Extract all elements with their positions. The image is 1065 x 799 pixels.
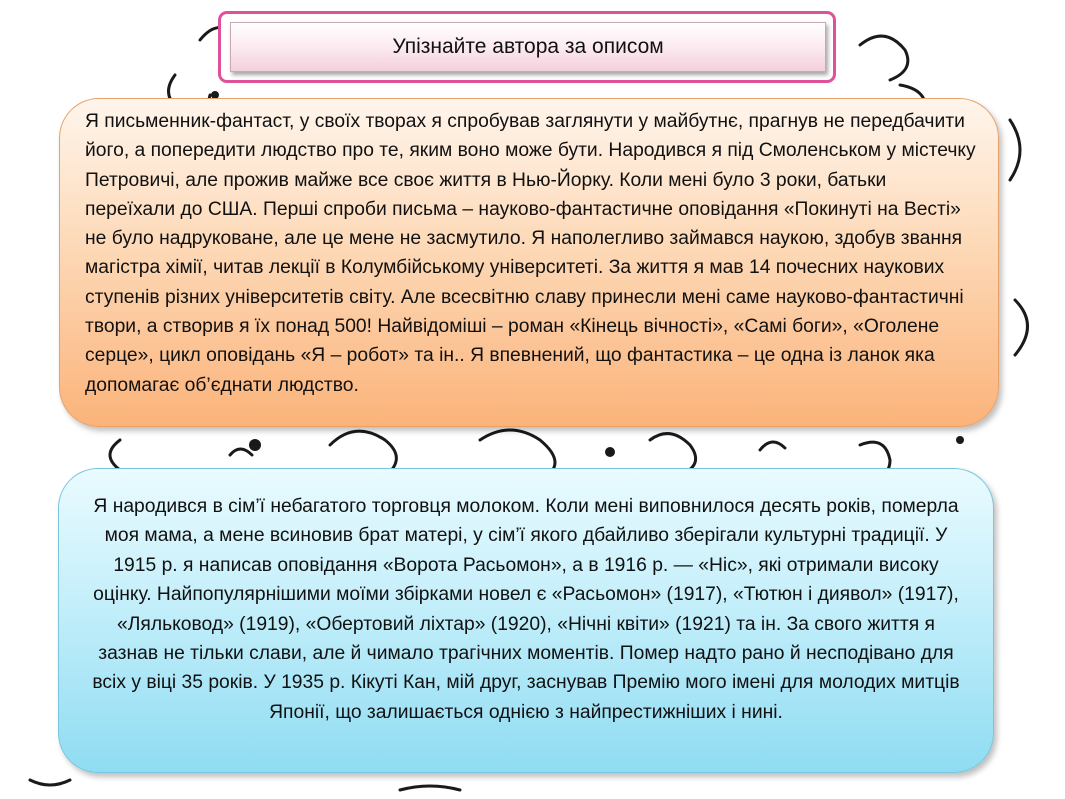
author-description-card-1 — [59, 98, 999, 427]
author-description-card-2 — [58, 468, 994, 773]
author-description-text-1: Я письменник-фантаст, у своїх творах я спробував заглянути у майбутнє, прагнув не передбачити його, а попередити людство про те, яким воно може бути. Народився я під Смоленськом у містечку Петровичі, але прожив майже все своє життя в Нью-Йорку. Коли мені було 3 роки, батьки переїхали до США. Перші спроби письма – науково-фантастичне оповідання «Покинуті на Весті» не було надруковане, але це мене не засмутило. Я наполегливо займався наукою, здобув звання магістра хімії, читав лекції в Колумбійському університеті. За життя я мав 14 почесних наукових ступенів різних університетів світу. Але всесвітню славу принесли мені саме науково-фантастичні твори, а створив я їх понад 500! Найвідоміші – роман «Кінець вічності», «Самі боги», «Оголене серце», цикл оповідань «Я – робот» та ін.. Я впевнений, що фантастика – це одна із ланок яка допомагає об’єднати людство. — [85, 111, 976, 396]
slide-title: Упізнайте автора за описом — [392, 35, 664, 58]
title-frame — [218, 11, 836, 83]
author-description-text-2: Я народився в сім’ї небагатого торговця молоком. Коли мені виповнилося десять років, померла моя мама, а мене всиновив брат матері, у сім’ї якого дбайливо зберігали культурні традиції. У 1915 р. я написав оповідання «Ворота Расьомон», а в 1916 р. — «Ніс», які отримали високу оцінку. Найпопулярнішими моїми збірками новел є «Расьомон» (1917), «Тютюн і диявол» (1917), «Ляльковод» (1919), «Обертовий ліхтар» (1920), «Нічні квіти» (1921) та ін. За свого життя я зазнав не тільки слави, але й чимало трагічних моментів. Помер надто рано й несподівано для всіх у віці 35 років. У 1935 р. Кікуті Кан, мій друг, заснував Премію мого імені для молодих митців Японії, що залишається однією з найпрестижніших і нині. — [92, 496, 960, 723]
title-banner — [230, 22, 826, 72]
